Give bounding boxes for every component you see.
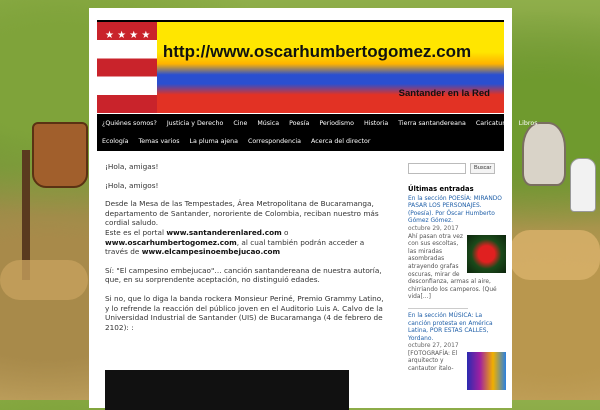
portal-link-elcampesinoembejucao[interactable]: www.elcampesinoembejucao.com	[141, 247, 281, 257]
campesino-paragraph: Sí: "El campesino embejucao"… canción santandereana de nuestra autoría, que, en su sorprendente aceptación, no distinguió edades.	[105, 265, 382, 285]
nav-item-correspondencia[interactable]: Correspondencia	[247, 137, 302, 145]
search-input[interactable]	[408, 163, 466, 174]
nav-item-ecologia[interactable]: Ecología	[102, 137, 129, 145]
latest-post-date: octubre 27, 2017	[408, 343, 459, 350]
nav-row-2	[97, 132, 504, 150]
latest-post-excerpt: Ahí pasan otra vez con sus escoltas, las miradas asombradas atrayendo grafas oscuras, mirar de desconfianza, armas al aire, chirriando los camperos. (Qué vida[…]	[408, 233, 497, 301]
latest-post-excerpt-wrap	[408, 351, 506, 374]
nav-item-tierra-santandereana[interactable]: Tierra santandereana	[398, 119, 466, 127]
portal-mid-text: , al cual también podrán acceder a través de	[105, 237, 365, 257]
nav-item-quienes-somos[interactable]: ¿Quiénes somos?	[102, 119, 157, 127]
latest-post-link[interactable]: En la sección MÚSICA: La canción protesta en América Latina, POR ESTAS CALLES, Yordano.	[408, 312, 493, 342]
portal-or-text: o	[281, 227, 289, 237]
latest-posts-heading: Últimas entradas	[408, 185, 474, 193]
nav-item-poesia[interactable]: Poesía	[289, 119, 310, 127]
embedded-video[interactable]	[105, 370, 349, 410]
main-content	[105, 162, 388, 341]
nav-item-historia[interactable]: Historia	[363, 119, 389, 127]
banner-stars: ★ ★ ★ ★ ★ ★ ★ ★	[105, 30, 151, 52]
search-button[interactable]: Buscar	[470, 163, 495, 174]
latest-post-date: octubre 29, 2017	[408, 225, 459, 232]
intro-paragraph	[105, 199, 388, 257]
latest-post-excerpt: [FOTOGRAFÍA: El arquitecto y cantautor italo-	[408, 350, 458, 373]
nav-row-1	[97, 114, 538, 132]
page-container	[89, 8, 538, 408]
intro-text: Desde la Mesa de las Tempestades, Área Metropolitana de Bucaramanga, departamento de Santander, nororiente de Colombia, reciban nuestro más cordial saludo.	[105, 199, 379, 228]
latest-post-item	[408, 196, 506, 302]
latest-post-excerpt-wrap	[408, 234, 506, 302]
portal-link-oscarhumbertogomez[interactable]: www.oscarhumbertogomez.com	[105, 237, 237, 247]
portal-link-santanderenlared[interactable]: www.santanderenlared.com	[166, 227, 282, 237]
nav-item-acerca-director[interactable]: Acerca del director	[311, 137, 371, 145]
nav-item-cine[interactable]: Cine	[233, 119, 248, 127]
background-painting-basket	[32, 122, 88, 188]
nav-item-justicia-derecho[interactable]: Justicia y Derecho	[166, 119, 224, 127]
latest-post-item	[408, 313, 506, 374]
main-nav	[97, 114, 538, 151]
sidebar	[408, 162, 506, 392]
background-painting-donkey	[522, 122, 566, 186]
post-thumbnail-concert-image[interactable]	[467, 352, 506, 390]
nav-item-pluma-ajena[interactable]: La pluma ajena	[189, 137, 238, 145]
latest-post-link[interactable]: En la sección POESÍA: MIRANDO PASAR LOS PERSONAJES. (Poesía). Por Óscar Humberto Gómez Gómez.	[408, 195, 502, 225]
background-painting-person	[570, 158, 596, 212]
monsieur-perine-paragraph: Si no, que lo diga la banda rockera Monsieur Periné, Premio Grammy Latino, y lo refrende la reacción del público joven en el Auditorio Luis A. Calvo de la Universidad Industrial de Santander (UIS) de Bucaramanga (4 de febrero de 2102): :	[105, 293, 384, 332]
post-thumbnail-chili-image[interactable]	[467, 235, 506, 273]
background-painting-ground-left	[0, 260, 88, 300]
portal-pre-text: Este es el portal	[105, 227, 167, 237]
greeting-amigos: ¡Hola, amigos!	[105, 180, 159, 190]
search-form	[408, 162, 506, 174]
nav-item-periodismo[interactable]: Periodismo	[319, 119, 354, 127]
background-painting-ground-right	[510, 230, 600, 280]
nav-item-caricatura[interactable]: Caricatura	[475, 119, 509, 127]
nav-item-temas-varios[interactable]: Temas varios	[138, 137, 180, 145]
nav-item-libros[interactable]: Libros	[518, 119, 538, 127]
greeting-amigas: ¡Hola, amigas!	[105, 162, 159, 171]
header-banner[interactable]	[97, 22, 504, 113]
banner-tagline: Santander en la Red	[398, 88, 490, 99]
post-divider	[408, 308, 468, 309]
banner-url: http://www.oscarhumbertogomez.com	[162, 42, 472, 61]
nav-item-musica[interactable]: Música	[257, 119, 280, 127]
